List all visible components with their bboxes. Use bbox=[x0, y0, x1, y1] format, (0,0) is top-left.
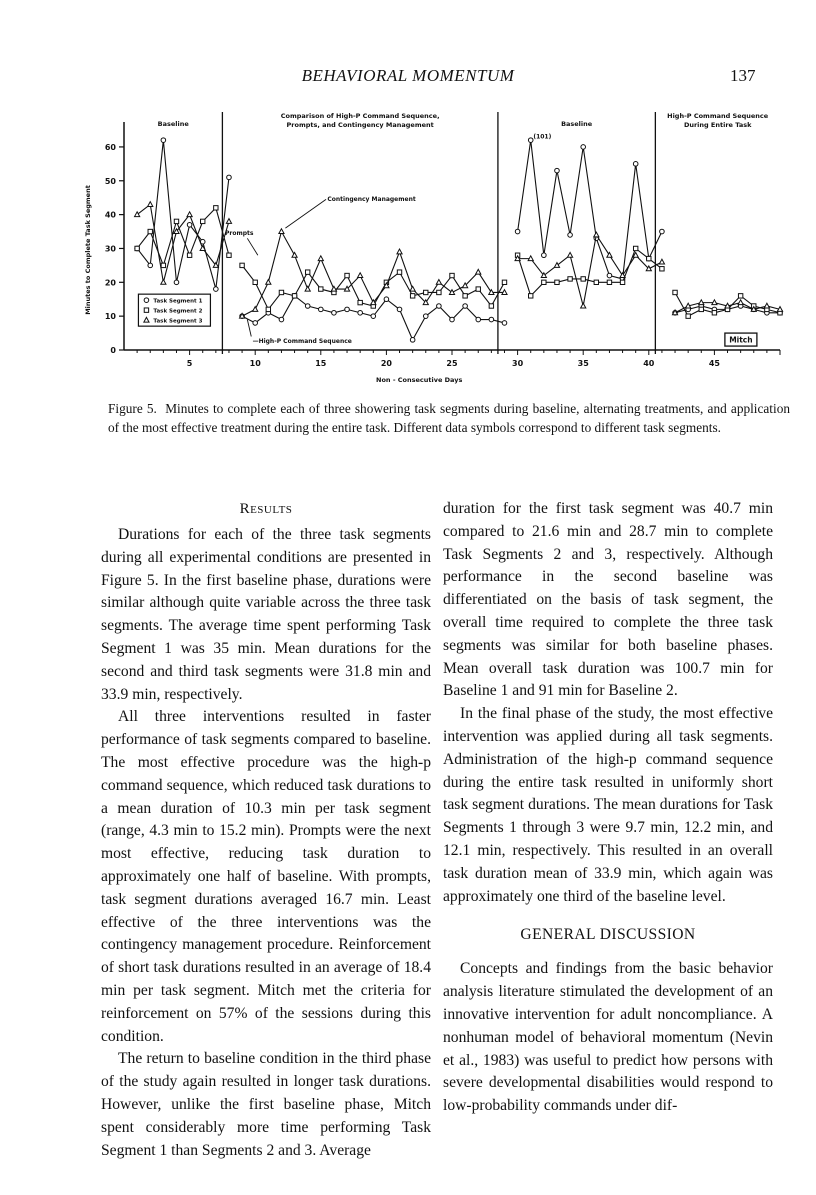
data-point-square bbox=[161, 263, 165, 267]
data-point-square bbox=[489, 304, 493, 308]
right-column bbox=[443, 498, 773, 1118]
data-point-square bbox=[647, 256, 651, 260]
data-point-triangle bbox=[738, 300, 743, 305]
data-point-circle bbox=[660, 229, 665, 234]
x-tick-label: 45 bbox=[708, 359, 720, 368]
data-point-square bbox=[358, 300, 362, 304]
data-point-square bbox=[673, 290, 677, 294]
data-point-triangle bbox=[686, 303, 691, 308]
data-point-square bbox=[555, 280, 559, 284]
data-point-triangle bbox=[528, 256, 533, 261]
data-point-triangle bbox=[318, 256, 323, 261]
phase-title: High-P Command Sequence During Entire Task bbox=[667, 112, 769, 129]
data-point-circle bbox=[332, 310, 337, 315]
data-point-circle bbox=[463, 304, 468, 309]
annotation-high-p: —High-P Command Sequence bbox=[252, 338, 352, 346]
data-point-circle bbox=[542, 253, 547, 258]
paragraph: The return to baseline condition in the third phase of the study again resulted in longer task durations. However, unlike the first baseline phase, Mitch spent considerably more time performing Task Segment 1 than Segments 2 and 3. Average bbox=[101, 1050, 431, 1159]
data-point-square bbox=[201, 219, 205, 223]
data-point-triangle bbox=[331, 286, 336, 291]
data-point-triangle bbox=[253, 307, 258, 312]
x-tick-label: 30 bbox=[512, 359, 524, 368]
data-point-circle bbox=[528, 138, 533, 143]
data-point-triangle bbox=[358, 273, 363, 278]
data-point-triangle bbox=[148, 202, 153, 207]
data-point-circle bbox=[187, 222, 192, 227]
annotation-leader bbox=[247, 320, 251, 337]
page-number: 137 bbox=[730, 66, 756, 85]
data-point-square bbox=[502, 280, 506, 284]
data-point-circle bbox=[358, 310, 363, 315]
data-point-square bbox=[144, 308, 148, 312]
data-point-square bbox=[135, 246, 139, 250]
data-point-square bbox=[174, 219, 178, 223]
x-tick-label: 10 bbox=[249, 359, 261, 368]
data-point-square bbox=[345, 273, 349, 277]
running-head: BEHAVIORAL MOMENTUM bbox=[301, 66, 515, 85]
data-point-triangle bbox=[502, 290, 507, 295]
data-point-triangle bbox=[581, 303, 586, 308]
data-point-circle bbox=[279, 317, 284, 322]
data-point-square bbox=[607, 280, 611, 284]
data-point-square bbox=[568, 277, 572, 281]
series-line bbox=[137, 204, 229, 282]
data-point-square bbox=[463, 294, 467, 298]
x-tick-label: 20 bbox=[380, 359, 392, 368]
annotation-contingency-management: Contingency Management bbox=[327, 196, 416, 204]
y-tick-label: 40 bbox=[104, 210, 116, 220]
data-point-triangle bbox=[161, 280, 166, 285]
data-point-square bbox=[214, 206, 218, 210]
legend-entry: Task Segment 1 bbox=[153, 298, 203, 305]
data-point-square bbox=[148, 229, 152, 233]
data-point-triangle bbox=[410, 286, 415, 291]
data-point-square bbox=[410, 294, 414, 298]
data-point-square bbox=[581, 277, 585, 281]
data-point-square bbox=[450, 273, 454, 277]
data-point-triangle bbox=[292, 252, 297, 257]
annotation-prompts: Prompts bbox=[225, 229, 254, 237]
data-point-circle bbox=[305, 304, 310, 309]
y-tick-label: 0 bbox=[110, 346, 116, 355]
data-point-circle bbox=[607, 273, 612, 278]
x-axis-label: Non - Consecutive Days bbox=[376, 376, 463, 384]
x-tick-label: 25 bbox=[446, 359, 458, 368]
data-point-circle bbox=[397, 307, 402, 312]
data-point-triangle bbox=[764, 303, 769, 308]
data-point-circle bbox=[410, 338, 415, 343]
data-point-circle bbox=[515, 229, 520, 234]
data-point-triangle bbox=[226, 219, 231, 224]
data-point-circle bbox=[144, 298, 149, 303]
series-task-segment-3 bbox=[135, 202, 783, 318]
data-point-triangle bbox=[436, 280, 441, 285]
data-point-square bbox=[660, 267, 664, 271]
paragraph: All three interventions resulted in faster performance of task segments compared to baseline. The most effective procedure was the high-p command sequence, which reduced task durations to a mean duration of 10.3 min per task segment (range, 4.3 min to 15.2 min). Prompts were the next most effective, reducing task duration to approximately one half of baseline. With prompts, task segment durations averaged 16.7 min. Least effective of the three interventions was the contingency management procedure. Reinforcement of short task durations resulted in an average of 18.4 min per task segment. Mitch met the criteria for reinforcement on 57% of the sessions during this condition. bbox=[101, 708, 431, 1045]
data-point-square bbox=[620, 280, 624, 284]
series-line bbox=[518, 140, 662, 279]
data-point-circle bbox=[148, 263, 153, 268]
data-point-square bbox=[633, 246, 637, 250]
line-chart bbox=[80, 100, 790, 392]
data-point-square bbox=[594, 280, 598, 284]
legend-entry: Task Segment 2 bbox=[153, 308, 203, 315]
x-tick-label: 15 bbox=[315, 359, 327, 368]
data-point-square bbox=[529, 294, 533, 298]
data-point-square bbox=[699, 307, 703, 311]
data-point-square bbox=[292, 294, 296, 298]
annotation-101: (101) bbox=[533, 133, 552, 141]
phase-title: Baseline bbox=[561, 120, 593, 128]
data-point-triangle bbox=[305, 286, 310, 291]
series-line bbox=[518, 235, 662, 306]
subject-label: Mitch bbox=[729, 335, 753, 345]
data-point-circle bbox=[633, 162, 638, 167]
data-point-square bbox=[240, 263, 244, 267]
data-point-square bbox=[437, 290, 441, 294]
data-point-triangle bbox=[567, 252, 572, 257]
figure-caption bbox=[108, 399, 790, 437]
data-point-circle bbox=[489, 317, 494, 322]
data-point-square bbox=[279, 290, 283, 294]
paragraph: In the final phase of the study, the most effective intervention was applied during all task segments. Administration of the high-p command sequence during the entire task resulted in uniformly short task segment durations. The mean durations for Task Segments 1 through 3 were 9.7 min, 12.2 min, and 12.1 min, respectively. This resulted in an overall task duration mean of 33.9 min, which again was approximately one third of the baseline level. bbox=[443, 705, 773, 905]
data-point-circle bbox=[423, 314, 428, 319]
caption-label: Figure 5. bbox=[108, 401, 157, 416]
caption-text: Minutes to complete each of three showering task segments during baseline, alternating treatments, and application of the most effective treatment during the entire task. Different data symbols correspond to different task segments. bbox=[108, 401, 790, 435]
data-point-triangle bbox=[777, 307, 782, 312]
data-point-circle bbox=[450, 317, 455, 322]
data-point-circle bbox=[227, 175, 232, 180]
x-tick-label: 35 bbox=[577, 359, 589, 368]
data-point-circle bbox=[437, 304, 442, 309]
data-point-circle bbox=[161, 138, 166, 143]
data-point-triangle bbox=[594, 232, 599, 237]
annotation-leader bbox=[247, 238, 257, 255]
data-point-circle bbox=[476, 317, 481, 322]
data-point-circle bbox=[253, 321, 258, 326]
data-point-circle bbox=[502, 321, 507, 326]
y-tick-label: 30 bbox=[104, 244, 116, 254]
data-point-triangle bbox=[187, 212, 192, 217]
paragraph: duration for the first task segment was 40.7 min compared to 21.6 min and 28.7 min to complete Task Segments 2 and 3, respectively. Although performance in the second baseline was differentiated on the basis of task segment, the overall time required to complete the three task segments was similar for both baseline phases. Mean overall task duration was 100.7 min for Baseline 1 and 91 min for Baseline 2. bbox=[443, 500, 773, 700]
data-point-triangle bbox=[266, 280, 271, 285]
data-point-square bbox=[712, 311, 716, 315]
data-point-circle bbox=[371, 314, 376, 319]
data-point-triangle bbox=[725, 303, 730, 308]
y-tick-label: 50 bbox=[104, 176, 116, 186]
data-point-square bbox=[738, 294, 742, 298]
data-point-square bbox=[253, 280, 257, 284]
phase-lines bbox=[222, 112, 655, 354]
series-task-segment-2 bbox=[135, 206, 782, 319]
data-point-square bbox=[397, 270, 401, 274]
data-point-triangle bbox=[699, 300, 704, 305]
left-column bbox=[101, 498, 431, 1162]
data-point-square bbox=[187, 253, 191, 257]
paragraph: Concepts and findings from the basic behavior analysis literature stimulated the development of an innovative intervention for adult noncompliance. A nonhuman model of behavioral momentum (Nevin et al., 1983) was useful to predict how persons with severe developmental disabilities would respond to low-probability commands under dif- bbox=[443, 960, 773, 1115]
data-point-circle bbox=[214, 287, 219, 292]
data-point-square bbox=[227, 253, 231, 257]
data-point-circle bbox=[174, 280, 179, 285]
phase-title: Baseline bbox=[157, 120, 189, 128]
annotation-leader bbox=[285, 199, 326, 228]
data-point-circle bbox=[555, 168, 560, 173]
data-point-triangle bbox=[476, 269, 481, 274]
data-point-square bbox=[319, 287, 323, 291]
phase-title: Comparison of High-P Command Sequence, Prompts, and Contingency Management bbox=[280, 112, 440, 129]
data-point-square bbox=[542, 280, 546, 284]
chart-series bbox=[135, 138, 783, 342]
data-point-circle bbox=[384, 297, 389, 302]
data-point-circle bbox=[568, 233, 573, 238]
data-point-circle bbox=[319, 307, 324, 312]
legend-entry: Task Segment 3 bbox=[153, 318, 203, 325]
data-point-triangle bbox=[659, 259, 664, 264]
data-point-circle bbox=[345, 307, 350, 312]
data-point-square bbox=[424, 290, 428, 294]
data-point-square bbox=[305, 270, 309, 274]
paragraph: Durations for each of the three task segments during all experimental conditions are presented in Figure 5. In the first baseline phase, durations were similar although quite variable across the three task segments. The average time spent performing Task Segment 1 was 35 min. Mean durations for the second and third task segments were 31.8 min and 33.9 min, respectively. bbox=[101, 526, 431, 703]
y-tick-label: 20 bbox=[104, 278, 116, 288]
x-tick-label: 5 bbox=[186, 359, 193, 368]
data-point-circle bbox=[581, 145, 586, 150]
general-discussion-heading: GENERAL DISCUSSION bbox=[520, 926, 696, 944]
y-tick-label: 10 bbox=[104, 312, 116, 322]
y-axis-label: Minutes to Complete Task Segment bbox=[84, 185, 92, 315]
x-tick-label: 40 bbox=[643, 359, 655, 368]
results-heading: Results bbox=[239, 501, 293, 517]
data-point-square bbox=[476, 287, 480, 291]
y-tick-label: 60 bbox=[104, 142, 116, 152]
data-point-square bbox=[686, 314, 690, 318]
data-point-square bbox=[266, 307, 270, 311]
data-point-triangle bbox=[397, 249, 402, 254]
data-point-triangle bbox=[279, 229, 284, 234]
figure-5 bbox=[80, 100, 790, 392]
data-point-triangle bbox=[712, 300, 717, 305]
